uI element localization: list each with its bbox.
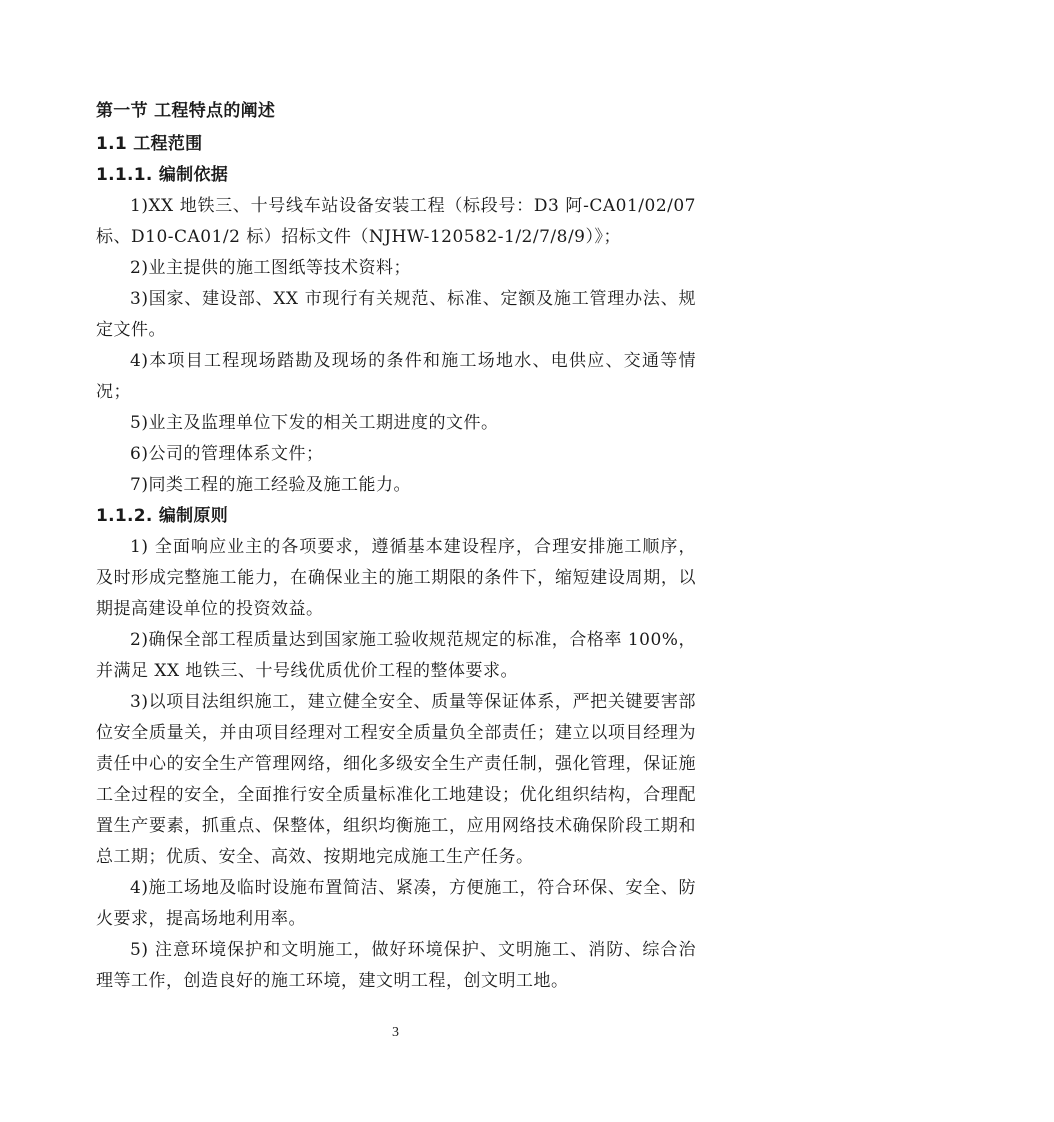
subsection-title: 1.1 工程范围	[96, 134, 203, 154]
page-number: 3	[392, 1025, 399, 1040]
basis-item: 7)同类工程的施工经验及施工能力。	[130, 475, 411, 495]
basis-heading: 1.1.1. 编制依据	[96, 165, 229, 185]
principle-item: 1) 全面响应业主的各项要求，遵循基本建设程序，合理安排施工顺序，及时形成完整施工能力，在确保业主的施工期限的条件下，缩短建设周期，以期提高建设单位的投资效益。	[96, 537, 696, 619]
basis-item: 1)XX 地铁三、十号线车站设备安装工程（标段号：D3 阿-CA01/02/07 标、D10-CA01/2 标）招标文件（NJHW-120582-1/2/7/8/9）》；	[96, 196, 696, 247]
principle-item: 4)施工场地及临时设施布置简洁、紧凑，方便施工，符合环保、安全、防火要求，提高场地利用率。	[96, 878, 696, 929]
principles-heading: 1.1.2. 编制原则	[96, 506, 229, 526]
principle-item: 3)以项目法组织施工，建立健全安全、质量等保证体系，严把关键要害部位安全质量关，并由项目经理对工程安全质量负全部责任；建立以项目经理为责任中心的安全生产管理网络，细化多级安全生产责任制，强化管理，保证施工全过程的安全，全面推行安全质量标准化工地建设；优化组织结构，合理配置生产要素，抓重点、保整体，组织均衡施工，应用网络技术确保阶段工期和总工期；优质、安全、高效、按期地完成施工生产任务。	[96, 692, 696, 867]
basis-item: 2)业主提供的施工图纸等技术资料；	[130, 258, 411, 278]
basis-item: 3)国家、建设部、XX 市现行有关规范、标准、定额及施工管理办法、规定文件。	[96, 289, 696, 340]
basis-item: 4)本项目工程现场踏勘及现场的条件和施工场地水、电供应、交通等情况；	[96, 351, 696, 402]
document-page	[96, 96, 696, 997]
section-title: 第一节 工程特点的阐述	[96, 101, 276, 121]
principle-item: 2)确保全部工程质量达到国家施工验收规范规定的标准，合格率 100%，并满足 XX 地铁三、十号线优质优价工程的整体要求。	[96, 630, 696, 681]
basis-item: 6)公司的管理体系文件；	[130, 444, 324, 464]
principle-item: 5) 注意环境保护和文明施工，做好环境保护、文明施工、消防、综合治理等工作，创造良好的施工环境，建文明工程，创文明工地。	[96, 940, 696, 991]
basis-item: 5)业主及监理单位下发的相关工期进度的文件。	[130, 413, 499, 433]
